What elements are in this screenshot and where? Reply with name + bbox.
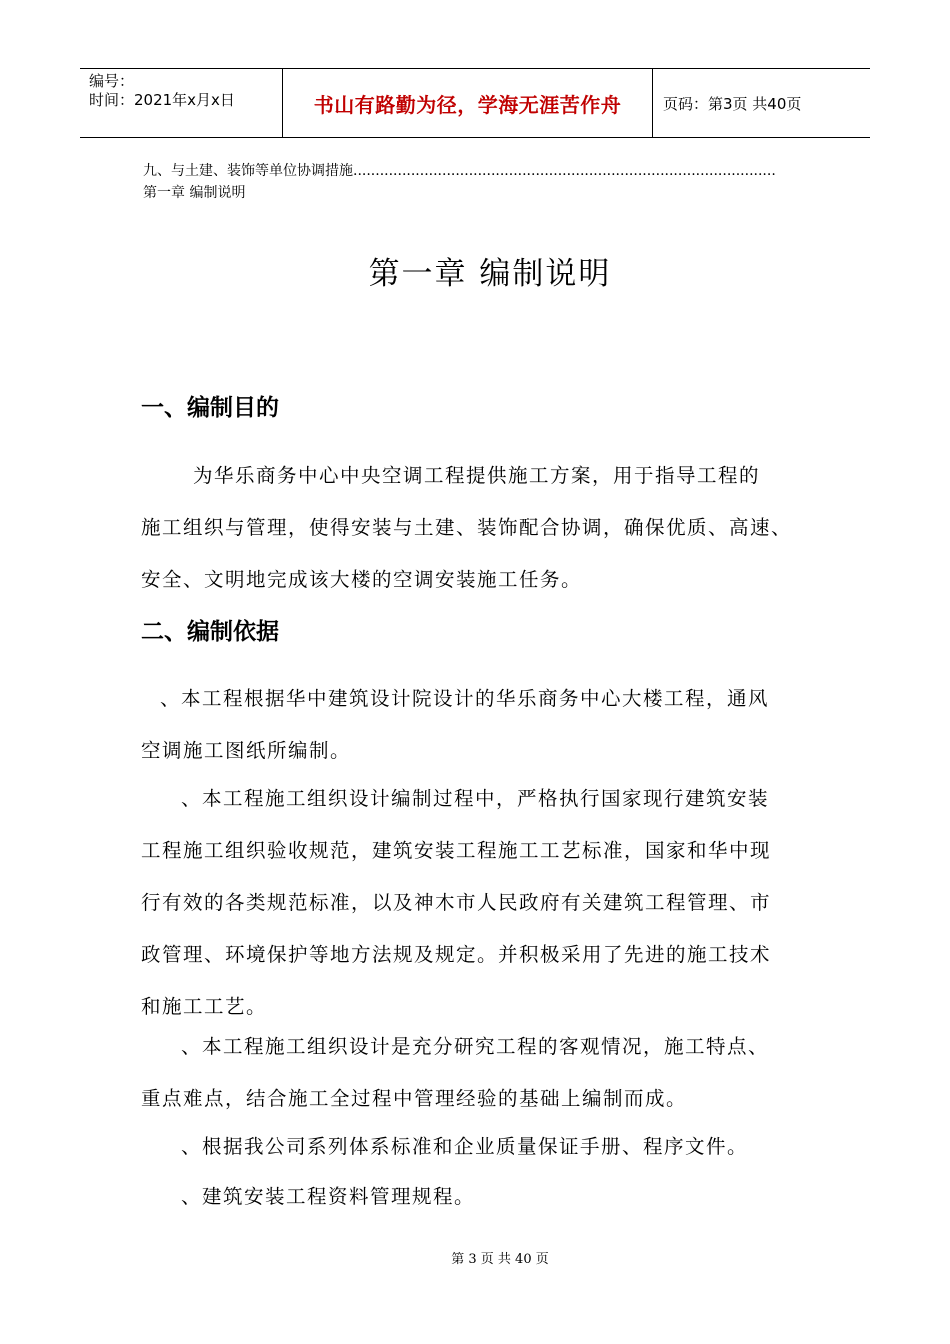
section-heading: 一、编制目的 bbox=[141, 395, 279, 421]
toc-item[interactable]: 第一章 编制说明 bbox=[143, 185, 246, 201]
paragraph-line: 政管理、环境保护等地方法规及规定。并积极采用了先进的施工技术 bbox=[141, 943, 772, 966]
paragraph bbox=[141, 1171, 831, 1223]
toc-item-label: 九、与土建、装饰等单位协调措施 bbox=[143, 163, 353, 179]
paragraph-line: 、本工程根据华中建筑设计院设计的华乐商务中心大楼工程，通风 bbox=[160, 687, 770, 710]
paragraph bbox=[141, 1121, 831, 1173]
paragraph-line: 重点难点，结合施工全过程中管理经验的基础上编制而成。 bbox=[141, 1087, 688, 1110]
toc-leader-dots: ............................................................................................... bbox=[353, 163, 776, 179]
table-of-contents bbox=[143, 160, 776, 204]
paragraph-line: 行有效的各类规范标准，以及神木市人民政府有关建筑工程管理、市 bbox=[141, 891, 772, 914]
header-motto: 书山有路勤为径，学海无涯苦作舟 bbox=[282, 69, 653, 137]
paragraph-line: 空调施工图纸所编制。 bbox=[141, 739, 352, 762]
header-meta bbox=[80, 69, 282, 137]
chapter-title: 第一章 编制说明 bbox=[368, 256, 612, 292]
paragraph bbox=[141, 450, 831, 606]
paragraph-line: 安全、文明地完成该大楼的空调安装施工任务。 bbox=[141, 568, 583, 591]
paragraph bbox=[141, 673, 831, 777]
paragraph-line: 、根据我公司系列体系标准和企业质量保证手册、程序文件。 bbox=[181, 1135, 749, 1158]
toc-item[interactable] bbox=[143, 160, 776, 182]
page-header bbox=[80, 68, 870, 138]
paragraph-line: 工程施工组织验收规范，建筑安装工程施工工艺标准，国家和华中现 bbox=[141, 839, 772, 862]
time-label: 时间：2021年x月x日 bbox=[89, 91, 235, 109]
paragraph-line: 、本工程施工组织设计是充分研究工程的客观情况，施工特点、 bbox=[181, 1035, 770, 1058]
paragraph-line: 为华乐商务中心中央空调工程提供施工方案，用于指导工程的 bbox=[193, 464, 761, 487]
number-label: 编号： bbox=[89, 72, 135, 90]
header-page-label: 页码：第3页 共40页 bbox=[663, 94, 802, 113]
paragraph-line: 、建筑安装工程资料管理规程。 bbox=[181, 1185, 476, 1208]
paragraph-line: 和施工工艺。 bbox=[141, 995, 268, 1018]
section-heading: 二、编制依据 bbox=[141, 619, 279, 645]
paragraph bbox=[141, 1021, 831, 1125]
paragraph-line: 、本工程施工组织设计编制过程中，严格执行国家现行建筑安装 bbox=[181, 787, 770, 810]
paragraph-line: 施工组织与管理，使得安装与土建、装饰配合协调，确保优质、高速、 bbox=[141, 516, 793, 539]
paragraph bbox=[141, 773, 831, 1033]
page-footer: 第 3 页 共 40 页 bbox=[451, 1252, 549, 1267]
